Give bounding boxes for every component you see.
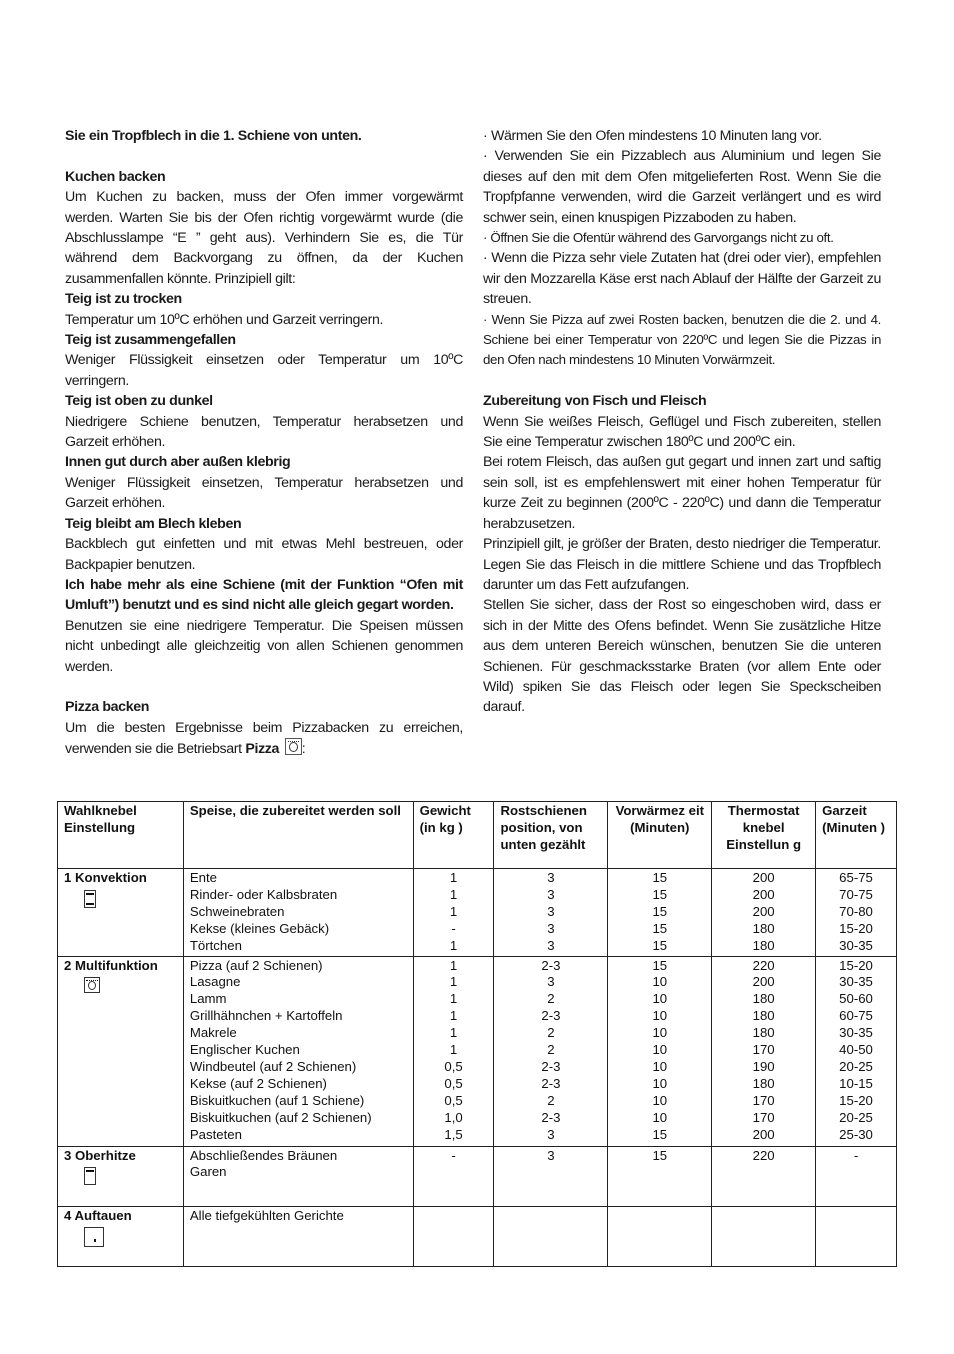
thermostat-setting-cell — [712, 956, 816, 1146]
weight-value: 1 — [449, 1008, 458, 1024]
table-row — [58, 869, 897, 957]
weight-cell — [413, 956, 494, 1146]
header-gewicht: Gewicht (in kg ) — [413, 802, 494, 869]
thermostat-setting-value: 170 — [752, 1092, 775, 1108]
rack-position-value: 2 — [547, 991, 555, 1007]
thermostat-setting-value: 180 — [752, 1025, 775, 1041]
header-thermostat: Thermostat knebel Einstellun g — [712, 802, 816, 869]
kuchen-text: Um Kuchen zu backen, muss der Ofen immer vorgewärmt werden. Warten Sie bis der Ofen richtig vorgewärmt wurde (die Abschlusslampe “E ” geht aus). Verhindern Sie es, die Tür während dem Backvorgang zu öffnen, da der Kuchen zusammenfallen könnte. Prinzipiell gilt: — [65, 189, 463, 287]
rack-position-value: 3 — [547, 903, 555, 919]
preheat-time-cell — [608, 869, 712, 957]
header-garzeit: Garzeit (Minuten ) — [816, 802, 897, 869]
thermostat-setting-value: 180 — [752, 920, 775, 936]
tip-heading: Teig ist zu trocken — [65, 291, 182, 308]
weight-value: 1 — [449, 937, 458, 953]
rack-position-value: 3 — [547, 1147, 555, 1163]
weight-value: 1 — [449, 870, 458, 885]
preheat-time-value: 15 — [652, 937, 668, 953]
weight-value: 1 — [449, 1025, 458, 1041]
table-row — [58, 956, 897, 1146]
dish-value: Kekse (auf 2 Schienen) — [189, 1075, 327, 1091]
weight-value: 0,5 — [444, 1075, 463, 1091]
dish-value: Biskuitkuchen (auf 2 Schienen) — [189, 1109, 372, 1125]
dish-value: Makrele — [189, 1025, 237, 1041]
cooking-time-value: 30-35 — [839, 974, 873, 990]
cooking-time-value: 40-50 — [839, 1042, 873, 1058]
konvektion-icon — [84, 890, 96, 908]
tip-text: Weniger Flüssigkeit einsetzen oder Temperatur um 10ºC verringern. — [65, 352, 463, 389]
cooking-time-value: 30-35 — [839, 937, 873, 953]
multifunktion-icon — [84, 977, 100, 993]
weight-value: - — [451, 1147, 456, 1163]
dish-value: Törtchen — [189, 937, 242, 953]
cooking-time-value: 10-15 — [839, 1075, 873, 1091]
rack-position-value: 2-3 — [541, 1075, 561, 1091]
pizza-bullet: · Öffnen Sie die Ofentür während des Garvorgangs nicht zu oft. — [483, 230, 834, 246]
thermostat-setting-value: 200 — [752, 903, 775, 919]
weight-value: 1 — [449, 991, 458, 1007]
pizza-bullet: · Wenn die Pizza sehr viele Zutaten hat (drei oder vier), empfehlen wir den Mozzarella Käse erst nach Ablauf der Hälfte der Garzeit zu streuen. — [483, 250, 881, 308]
weight-value: 1 — [449, 1042, 458, 1058]
pizza-text-paragraph — [65, 718, 463, 760]
dish-value: Lasagne — [189, 974, 241, 990]
tip-text: Benutzen sie eine niedrigere Temperatur. Die Speisen müssen nicht unbedingt alle gleichzeitig von allen Schienen genommen werden. — [65, 617, 463, 675]
cooking-time-cell — [816, 1206, 897, 1266]
dish-cell — [183, 869, 413, 957]
table-row — [58, 1206, 897, 1266]
pizza-bullet: · Wenn Sie Pizza auf zwei Rosten backen, benutzen die die 2. und 4. Schiene bei einer Temperatur von 220ºC und legen Sie die Pizzas in den Ofen nach mindestens 10 Minuten Vorwärmzeit. — [483, 311, 881, 368]
preheat-time-value: 10 — [652, 1008, 668, 1024]
fish-paragraph: Stellen Sie sicher, dass der Rost so eingeschoben wird, dass er sich in der Mitte des Ofens befindet. Wenn Sie zusätzliche Hitze aus dem unteren Bereich wünschen, benutzen Sie die unteren Schienen. Für geschmacksstarke Braten (vor allem Ente oder Wild) spiken Sie das Fleisch oder legen Sie Speckscheiben darauf. — [483, 597, 881, 716]
rack-position-cell — [494, 869, 608, 957]
fish-paragraph: Bei rotem Fleisch, das außen gut gegart und innen zart und saftig sein soll, ist es empfehlenswert mit einer hohen Temperatur für kurze Zeit zu beginnen (200ºC - 220ºC) und dann die Temperatur herabzusetzen. — [483, 454, 881, 532]
cooking-time-value: 15-20 — [839, 957, 873, 973]
mode-label: 2 Multifunktion — [64, 957, 158, 973]
cooking-time-value: 15-20 — [839, 920, 873, 936]
tip-heading: Teig ist oben zu dunkel — [65, 393, 213, 410]
preheat-time-value: 10 — [652, 974, 668, 990]
dish-value: Pasteten — [189, 1126, 242, 1142]
header-vorwaermzeit: Vorwärmez eit (Minuten) — [608, 802, 712, 869]
kuchen-heading: Kuchen backen — [65, 168, 166, 185]
mode-cell — [58, 956, 184, 1146]
thermostat-setting-value: 180 — [752, 937, 775, 953]
rack-position-value: 3 — [547, 886, 555, 902]
thermostat-setting-value: 200 — [752, 1126, 775, 1142]
cooking-time-value: 15-20 — [839, 1092, 873, 1108]
weight-value: 1,0 — [444, 1109, 463, 1125]
rack-position-value: 2 — [547, 1042, 555, 1058]
preheat-time-value: 10 — [652, 1058, 668, 1074]
thermostat-setting-cell — [712, 1206, 816, 1266]
rack-position-value: 2 — [547, 1092, 555, 1108]
rack-position-value: 2-3 — [541, 1109, 561, 1125]
tip-text: Niedrigere Schiene benutzen, Temperatur herabsetzen und Garzeit erhöhen. — [65, 413, 463, 451]
fish-heading: Zubereitung von Fisch und Fleisch — [483, 393, 707, 410]
right-text-column — [483, 126, 881, 718]
cooking-time-value: 70-75 — [839, 886, 873, 902]
preheat-time-value: 15 — [652, 886, 668, 902]
preheat-time-value: 15 — [652, 920, 668, 936]
weight-value: 1 — [449, 903, 458, 919]
oberhitze-icon — [84, 1167, 96, 1185]
preheat-time-value: 10 — [652, 1025, 668, 1041]
weight-value: 0,5 — [444, 1058, 463, 1074]
cooking-time-cell — [816, 869, 897, 957]
dish-cell — [183, 956, 413, 1146]
cooking-time-value: 20-25 — [839, 1058, 873, 1074]
header-wahlknebel: Wahlknebel Einstellung — [58, 802, 184, 869]
weight-value: 0,5 — [444, 1092, 463, 1108]
weight-cell — [413, 1146, 494, 1206]
rack-position-value: 2-3 — [541, 1058, 561, 1074]
mode-label: 4 Auftauen — [64, 1207, 132, 1223]
dish-value: Ente — [189, 870, 217, 885]
table-header-row — [58, 802, 897, 869]
dish-value: Abschließendes Bräunen — [189, 1147, 338, 1163]
rack-position-value: 3 — [547, 937, 555, 953]
pizza-bullet: · Wärmen Sie den Ofen mindestens 10 Minuten lang vor. — [483, 128, 822, 144]
cooking-time-value: 60-75 — [839, 1008, 873, 1024]
preheat-time-cell — [608, 956, 712, 1146]
weight-value: - — [451, 920, 456, 936]
weight-value: 1 — [449, 957, 458, 973]
thermostat-setting-cell — [712, 869, 816, 957]
preheat-time-value: 10 — [652, 991, 668, 1007]
thermostat-setting-value: 220 — [752, 957, 775, 973]
mode-cell — [58, 1206, 184, 1266]
thermostat-setting-value: 180 — [752, 1075, 775, 1091]
weight-value: 1 — [449, 886, 458, 902]
cooking-time-cell — [816, 956, 897, 1146]
tip-heading: Teig ist zusammengefallen — [65, 332, 236, 349]
thermostat-setting-cell — [712, 1146, 816, 1206]
tip-text: Temperatur um 10ºC erhöhen und Garzeit verringern. — [65, 311, 384, 328]
auftauen-icon — [84, 1227, 104, 1247]
preheat-time-value: 10 — [652, 1042, 668, 1058]
mode-label: 1 Konvektion — [64, 870, 147, 885]
pizza-mode-label: Pizza — [245, 741, 280, 758]
rack-position-value: 3 — [547, 1126, 555, 1142]
rack-position-value: 3 — [547, 870, 555, 885]
thermostat-setting-value: 200 — [752, 886, 775, 902]
pizza-mode-icon — [285, 738, 302, 755]
mode-cell — [58, 869, 184, 957]
dish-value: Windbeutel (auf 2 Schienen) — [189, 1058, 357, 1074]
mode-label: 3 Oberhitze — [64, 1147, 136, 1163]
cooking-time-value: 25-30 — [839, 1126, 873, 1142]
preheat-time-cell — [608, 1146, 712, 1206]
rack-position-value: 2 — [547, 1025, 555, 1041]
cooking-time-value: 70-80 — [839, 903, 873, 919]
header-speise: Speise, die zubereitet werden soll — [183, 802, 413, 869]
tip-text: Backblech gut einfetten und mit etwas Mehl bestreuen, oder Backpapier benutzen. — [65, 536, 463, 573]
dish-value: Grillhähnchen + Kartoffeln — [189, 1008, 343, 1024]
preheat-time-value: 15 — [652, 957, 668, 973]
cooking-time-value: 20-25 — [839, 1109, 873, 1125]
dish-value: Pizza (auf 2 Schienen) — [189, 957, 323, 973]
weight-value: 1,5 — [444, 1126, 463, 1142]
dish-cell — [183, 1206, 413, 1266]
thermostat-setting-value: 220 — [752, 1147, 775, 1163]
tip-heading: Ich habe mehr als eine Schiene (mit der Funktion “Ofen mit Umluft”) benutzt und es sind nicht alle gleich gegart worden. — [65, 576, 463, 614]
dish-value: Schweinebraten — [189, 903, 285, 919]
weight-value: 1 — [449, 974, 458, 990]
pizza-heading: Pizza backen — [65, 699, 150, 716]
thermostat-setting-value: 190 — [752, 1058, 775, 1074]
tip-heading: Teig bleibt am Blech kleben — [65, 515, 242, 532]
mode-cell — [58, 1146, 184, 1206]
rack-position-value: 2-3 — [541, 1008, 561, 1024]
thermostat-setting-value: 200 — [752, 870, 775, 885]
preheat-time-value: 10 — [652, 1092, 668, 1108]
cooking-time-cell — [816, 1146, 897, 1206]
rack-position-value: 3 — [547, 920, 555, 936]
weight-cell — [413, 869, 494, 957]
preheat-time-value: 15 — [652, 1126, 668, 1142]
left-text-column — [65, 126, 463, 760]
thermostat-setting-value: 180 — [752, 1008, 775, 1024]
table-row — [58, 1146, 897, 1206]
dish-value: Lamm — [189, 991, 227, 1007]
dish-value: Kekse (kleines Gebäck) — [189, 920, 330, 936]
cooking-time-value: 50-60 — [839, 991, 873, 1007]
cooking-table — [57, 801, 897, 1267]
fish-paragraph: Prinzipiell gilt, je größer der Braten, desto niedriger die Temperatur. Legen Sie das Fleisch in die mittlere Schiene und das Tropfblech darunter um das Fett aufzufangen. — [483, 536, 881, 593]
rack-position-cell — [494, 956, 608, 1146]
dish-value: Biskuitkuchen (auf 1 Schiene) — [189, 1092, 365, 1108]
fish-paragraph: Wenn Sie weißes Fleisch, Geflügel und Fisch zubereiten, stellen Sie eine Temperatur zwischen 180ºC und 200ºC ein. — [483, 413, 881, 451]
rack-position-cell — [494, 1206, 608, 1266]
tip-heading: Innen gut durch aber außen klebrig — [65, 454, 291, 471]
cooking-time-value: - — [853, 1147, 859, 1163]
rack-position-value: 2-3 — [541, 957, 561, 973]
weight-cell — [413, 1206, 494, 1266]
pizza-bullet: · Verwenden Sie ein Pizzablech aus Aluminium und legen Sie dieses auf den mit dem Ofen mitgelieferten Rost. Wenn Sie die Tropfpfanne verwenden, wird die Garzeit verlängert und es wird schwer sein, einen knuspigen Pizzaboden zu haben. — [483, 148, 881, 226]
pizza-text: Um die besten Ergebnisse beim Pizzabacken zu erreichen, verwenden sie die Betriebsart — [65, 719, 463, 758]
preheat-time-cell — [608, 1206, 712, 1266]
cooking-time-value: 65-75 — [839, 870, 873, 885]
header-rostschienen: Rostschienen position, von unten gezählt — [494, 802, 608, 869]
thermostat-setting-value: 170 — [752, 1109, 775, 1125]
dish-value: Rinder- oder Kalbsbraten — [189, 886, 338, 902]
preheat-time-value: 10 — [652, 1109, 668, 1125]
dish-value: Alle tiefgekühlten Gerichte — [189, 1207, 344, 1223]
cooking-time-value: 30-35 — [839, 1025, 873, 1041]
rack-position-cell — [494, 1146, 608, 1206]
preheat-time-value: 15 — [652, 903, 668, 919]
thermostat-setting-value: 200 — [752, 974, 775, 990]
intro-bold-line: Sie ein Tropfblech in die 1. Schiene von unten. — [65, 128, 362, 144]
preheat-time-value: 15 — [652, 870, 668, 885]
dish-value: Englischer Kuchen — [189, 1042, 300, 1058]
dish-cell — [183, 1146, 413, 1206]
pizza-colon: : — [301, 741, 306, 758]
tip-text: Weniger Flüssigkeit einsetzen, Temperatur herabsetzen und Garzeit erhöhen. — [65, 474, 463, 512]
preheat-time-value: 10 — [652, 1075, 668, 1091]
dish-value: Garen — [189, 1164, 227, 1180]
thermostat-setting-value: 180 — [752, 991, 775, 1007]
thermostat-setting-value: 170 — [752, 1042, 775, 1058]
preheat-time-value: 15 — [652, 1147, 668, 1163]
rack-position-value: 3 — [547, 974, 555, 990]
